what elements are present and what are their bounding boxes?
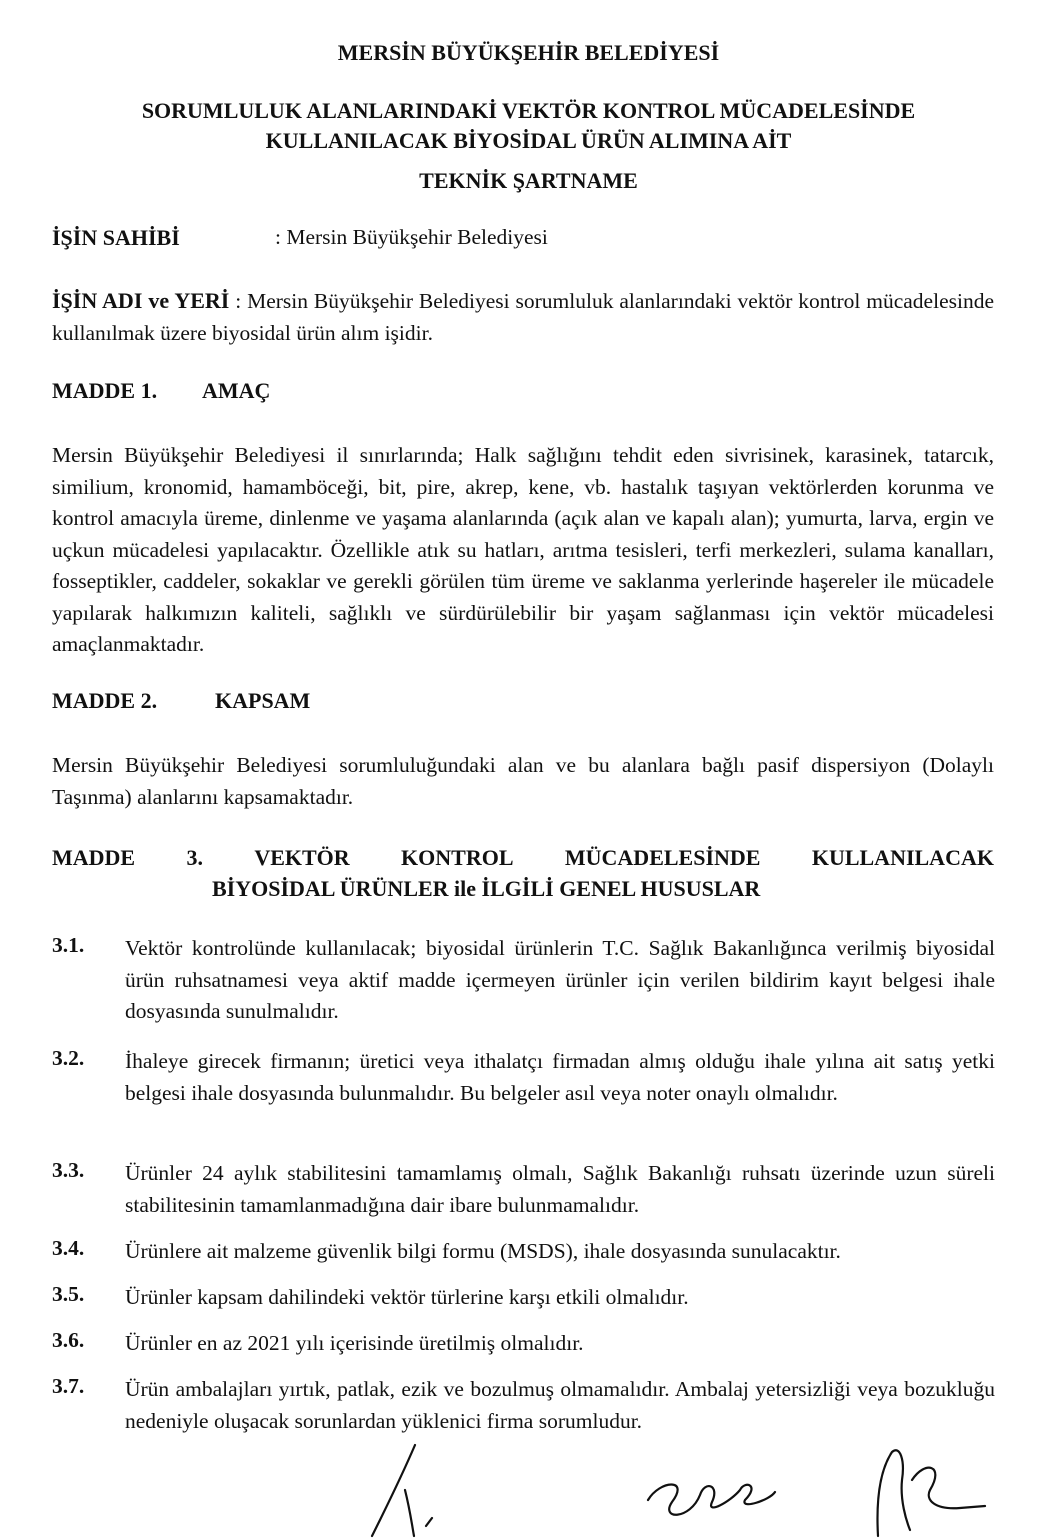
madde3-word: KULLANILACAK (811, 845, 994, 870)
madde1-title: AMAÇ (202, 378, 271, 403)
item-number: 3.7. (52, 1374, 85, 1398)
title-line-1: SORUMLULUK ALANLARINDAKİ VEKTÖR KONTROL MÜCADELESİNDE (141, 98, 916, 123)
madde3-word: VEKTÖR (254, 845, 350, 870)
madde3-word: MÜCADELESİNDE (564, 845, 761, 870)
item-text: Ürünler 24 aylık stabilitesini tamamlamış olmalı, Sağlık Bakanlığı ruhsatı üzerinde uzun süreli stabilitesinin tamamlanmadığına dair ibare bulunmamalıdır. (125, 1161, 995, 1217)
item-number: 3.2. (52, 1046, 85, 1070)
madde3-word: MADDE (52, 845, 136, 870)
signature-1 (372, 1445, 432, 1536)
item-text: Ürün ambalajları yırtık, patlak, ezik ve bozulmuş olmamalıdır. Ambalaj yetersizliği veya bozukluğu nedeniyle oluşacak sorunlardan yüklenici firma sorumludur. (125, 1377, 995, 1433)
madde1-number: MADDE 1. (52, 378, 158, 403)
item-text: Ürünler en az 2021 yılı içerisinde üretilmiş olmalıdır. (125, 1331, 584, 1355)
madde3-heading-line2: BİYOSİDAL ÜRÜNLER ile İLGİLİ GENEL HUSUSLAR (212, 876, 761, 901)
org-name: MERSİN BÜYÜKŞEHİR BELEDİYESİ (337, 40, 720, 65)
item-text: Ürünler kapsam dahilindeki vektör türlerine karşı etkili olmalıdır. (125, 1285, 689, 1309)
madde2-text: Mersin Büyükşehir Belediyesi sorumluluğundaki alan ve bu alanlara bağlı pasif dispersiyon (Dolaylı Taşınma) alanlarını kapsamaktadır. (52, 753, 994, 809)
item-text: İhaleye girecek firmanın; üretici veya ithalatçı firmadan almış olduğu ihale yılına ait satış yetki belgesi ihale dosyasında bulunmalıdır. Bu belgeler asıl veya noter onaylı olmalıdır. (125, 1049, 995, 1105)
madde3-number: 3. (186, 845, 203, 870)
item-number: 3.1. (52, 933, 85, 957)
job-value: : Mersin Büyükşehir Belediyesi sorumluluk alanlarındaki vektör kontrol mücadelesinde kullanılmak üzere biyosidal ürün alım işidir. (52, 289, 994, 345)
madde3-heading (52, 842, 994, 904)
item-number: 3.3. (52, 1158, 85, 1182)
signature-3 (878, 1450, 985, 1536)
madde1-text: Mersin Büyükşehir Belediyesi il sınırlarında; Halk sağlığını tehdit eden sivrisinek, karasinek, tatarcık, similium, kronomid, hamamböceği, bit, pire, akrep, kene, vb. hastalık taşıyan vektörlerden korunma ve kontrol amacıyla üreme, dinlenme ve yaşama alanlarında (açık alan ve kapalı alan); yumurta, larva, ergin ve uçkun mücadelesi yapılacaktır. Özellikle atık su hatları, arıtma tesisleri, terfi merkezleri, sulama kanalları, fosseptikler, caddeler, sokaklar ve gerekli görülen tüm üreme ve saklanma yerlerinde haşereler ile mücadele yapılarak halkımızın kaliteli, sağlıklı ve sürdürülebilir bir yaşam sağlanması için vektör mücadelesi amaçlanmaktadır. (52, 443, 994, 656)
madde2-number: MADDE 2. (52, 688, 158, 713)
signature-2 (648, 1485, 775, 1515)
signatures (0, 1440, 1057, 1540)
job-description (52, 285, 994, 349)
title-line-2: KULLANILACAK BİYOSİDAL ÜRÜN ALIMINA AİT (265, 128, 792, 153)
document-title (0, 96, 1057, 156)
job-label: İŞİN ADI ve YERİ (52, 288, 230, 313)
owner-value: : Mersin Büyükşehir Belediyesi (275, 225, 548, 249)
item-text: Ürünlere ait malzeme güvenlik bilgi formu (MSDS), ihale dosyasında sunulacaktır. (125, 1239, 841, 1263)
document-type: TEKNİK ŞARTNAME (419, 168, 638, 193)
madde3-word: KONTROL (401, 845, 514, 870)
item-text: Vektör kontrolünde kullanılacak; biyosidal ürünlerin T.C. Sağlık Bakanlığınca verilmiş biyosidal ürün ruhsatnamesi veya aktif madde içermeyen ürünler için verilen bildirim kayıt belgesi ihale dosyasında sunulmalıdır. (125, 936, 995, 1023)
owner-label: İŞİN SAHİBİ (52, 225, 180, 250)
item-number: 3.4. (52, 1236, 85, 1260)
item-number: 3.6. (52, 1328, 85, 1352)
madde2-title: KAPSAM (215, 688, 311, 713)
item-number: 3.5. (52, 1282, 85, 1306)
